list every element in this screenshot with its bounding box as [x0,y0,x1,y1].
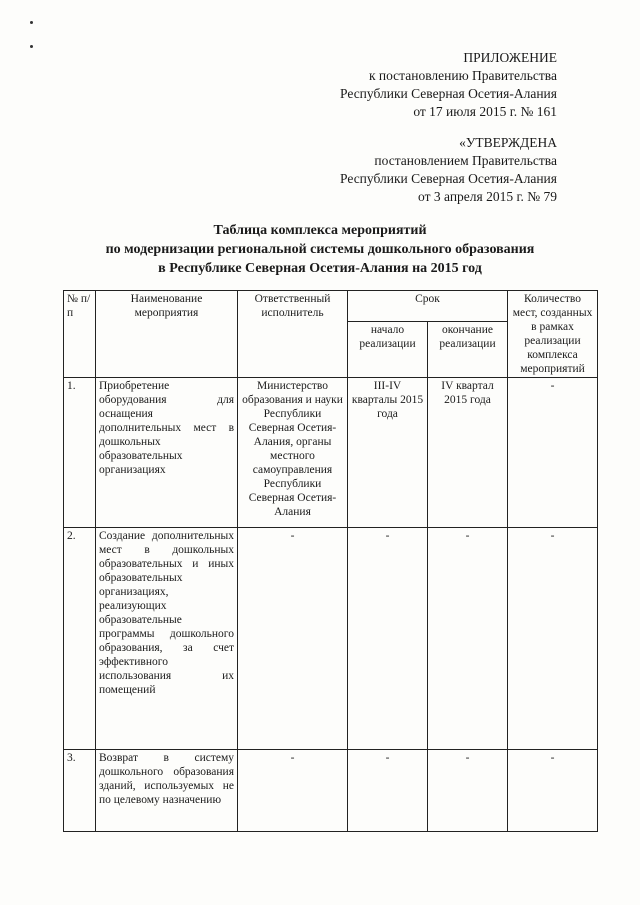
title-line-1: Таблица комплекса мероприятий [213,223,427,238]
row-start: - [348,528,428,750]
header-name: Наименование мероприятия [96,291,238,378]
row-end: - [428,528,508,750]
header-responsible: Ответственный исполнитель [238,291,348,378]
table-row [64,750,598,832]
row-responsible: Министерство образования и науки Республики Северная Осетия-Алания, органы местного самоуправления Республики Северная Осетия-Алания [238,378,348,528]
appendix-government: Республики Северная Осетия-Алания [340,86,557,101]
header-start: начало реализации [348,321,428,377]
row-name: Создание дополнительных мест в дошкольных образовательных и иных образовательных организациях, реализующих образовательные программы дошкольного образования, за счет эффективного использования их помещений [96,528,238,750]
title-line-2: по модернизации региональной системы дошкольного образования [105,242,535,257]
row-end: - [428,750,508,832]
row-places: - [508,528,598,750]
header-num: № п/п [64,291,96,378]
title-line-3: в Республике Северная Осетия-Алания на 2015 год [158,261,482,276]
row-name: Возврат в систему дошкольного образования зданий, используемых не по целевому назначению [96,750,238,832]
scan-speck [30,45,33,48]
header-row [64,291,598,322]
table-row [64,528,598,750]
approved-reference: постановлением Правительства [374,153,557,168]
appendix-block [340,49,557,121]
appendix-reference: к постановлению Правительства [368,68,557,83]
appendix-heading: ПРИЛОЖЕНИЕ [463,50,557,65]
approved-block [340,134,557,206]
row-num: 2. [64,528,96,750]
table-row [64,378,598,528]
row-end: IV квартал 2015 года [428,378,508,528]
document-title [0,221,640,278]
row-responsible: - [238,528,348,750]
measures-table [63,290,598,832]
row-name: Приобретение оборудования для оснащения дополнительных мест в дошкольных образовательных организациях [96,378,238,528]
approved-government: Республики Северная Осетия-Алания [340,171,557,186]
approved-heading: «УТВЕРЖДЕНА [459,135,557,150]
appendix-date: от 17 июля 2015 г. № 161 [413,104,557,119]
scan-speck [30,21,33,24]
row-responsible: - [238,750,348,832]
header-places: Количество мест, созданных в рамках реализации комплекса мероприятий [508,291,598,378]
row-places: - [508,750,598,832]
header-end: окончание реализации [428,321,508,377]
row-num: 1. [64,378,96,528]
approved-date: от 3 апреля 2015 г. № 79 [418,189,557,204]
header-term: Срок [348,291,508,322]
row-start: III-IV кварталы 2015 года [348,378,428,528]
row-places: - [508,378,598,528]
row-num: 3. [64,750,96,832]
row-start: - [348,750,428,832]
